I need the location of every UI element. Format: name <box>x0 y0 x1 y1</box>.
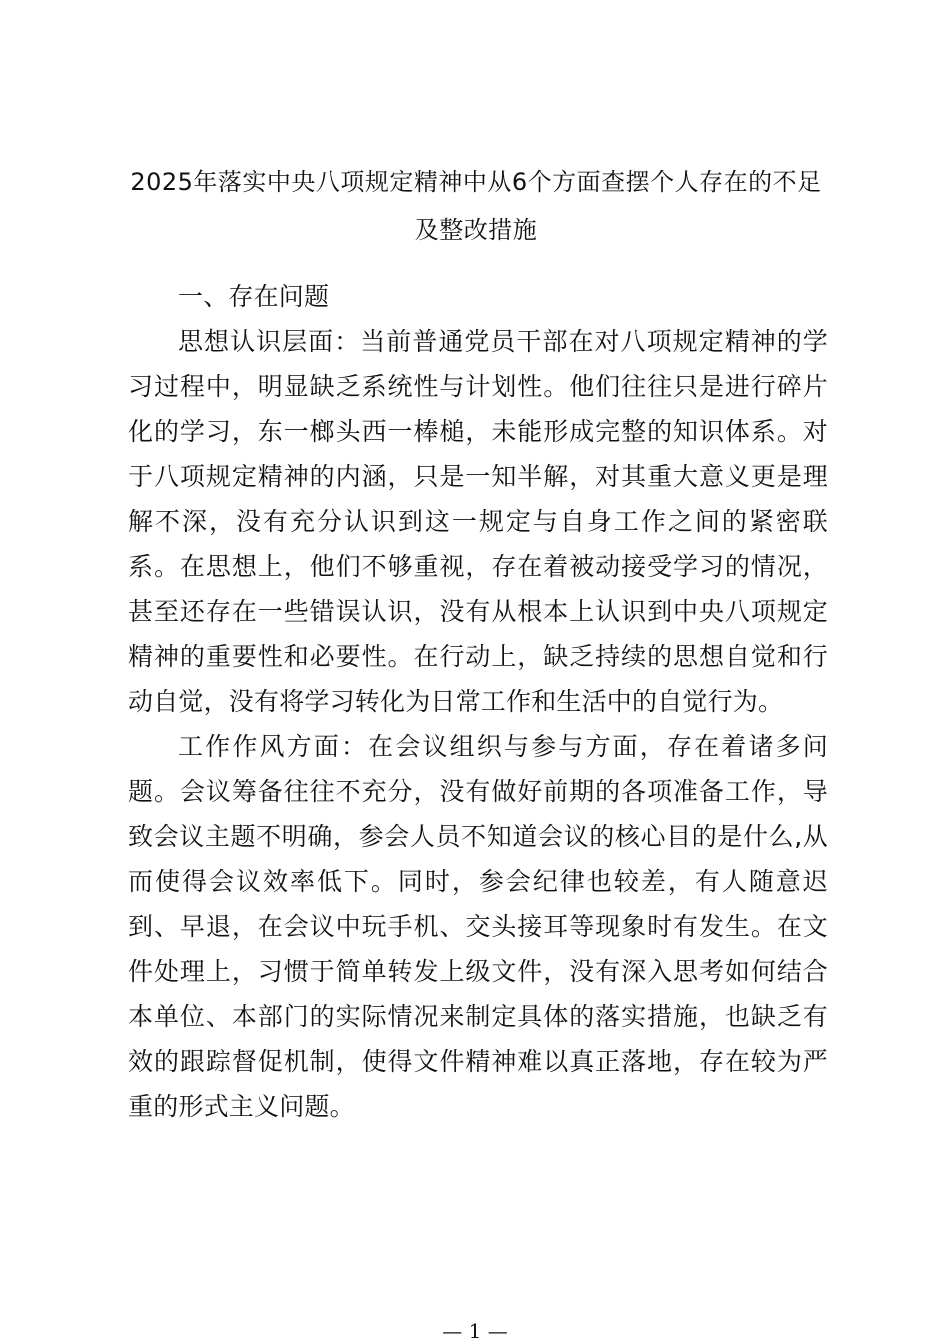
paragraph-work-style: 工作作风方面：在会议组织与参与方面，存在着诸多问题。会议筹备往往不充分，没有做好前期的各项准备工作，导致会议主题不明确，参会人员不知道会议的核心目的是什么,从而使得会议效率低下。同时，参会纪律也较差，有人随意迟到、早退，在会议中玩手机、交头接耳等现象时有发生。在文件处理上，习惯于简单转发上级文件，没有深入思考如何结合本单位、本部门的实际情况来制定具体的落实措施，也缺乏有效的跟踪督促机制，使得文件精神难以真正落地，存在较为严重的形式主义问题。 <box>128 732 828 1121</box>
paragraph-ideological: 思想认识层面：当前普通党员干部在对八项规定精神的学习过程中，明显缺乏系统性与计划性。他们往往只是进行碎片化的学习，东一榔头西一棒槌，未能形成完整的知识体系。对于八项规定精神的内涵，只是一知半解，对其重大意义更是理解不深，没有充分认识到这一规定与自身工作之间的紧密联系。在思想上，他们不够重视，存在着被动接受学习的情况，甚至还存在一些错误认识，没有从根本上认识到中央八项规定精神的重要性和必要性。在行动上，缺乏持续的思想自觉和行动自觉，没有将学习转化为日常工作和生活中的自觉行为。 <box>128 327 828 716</box>
page-number: — 1 — <box>442 1319 508 1343</box>
section-heading: 一、存在问题 <box>178 282 330 311</box>
document-title: 2025年落实中央八项规定精神中从6个方面查摆个人存在的不足及整改措施 <box>130 168 822 244</box>
document-body <box>128 274 828 1129</box>
